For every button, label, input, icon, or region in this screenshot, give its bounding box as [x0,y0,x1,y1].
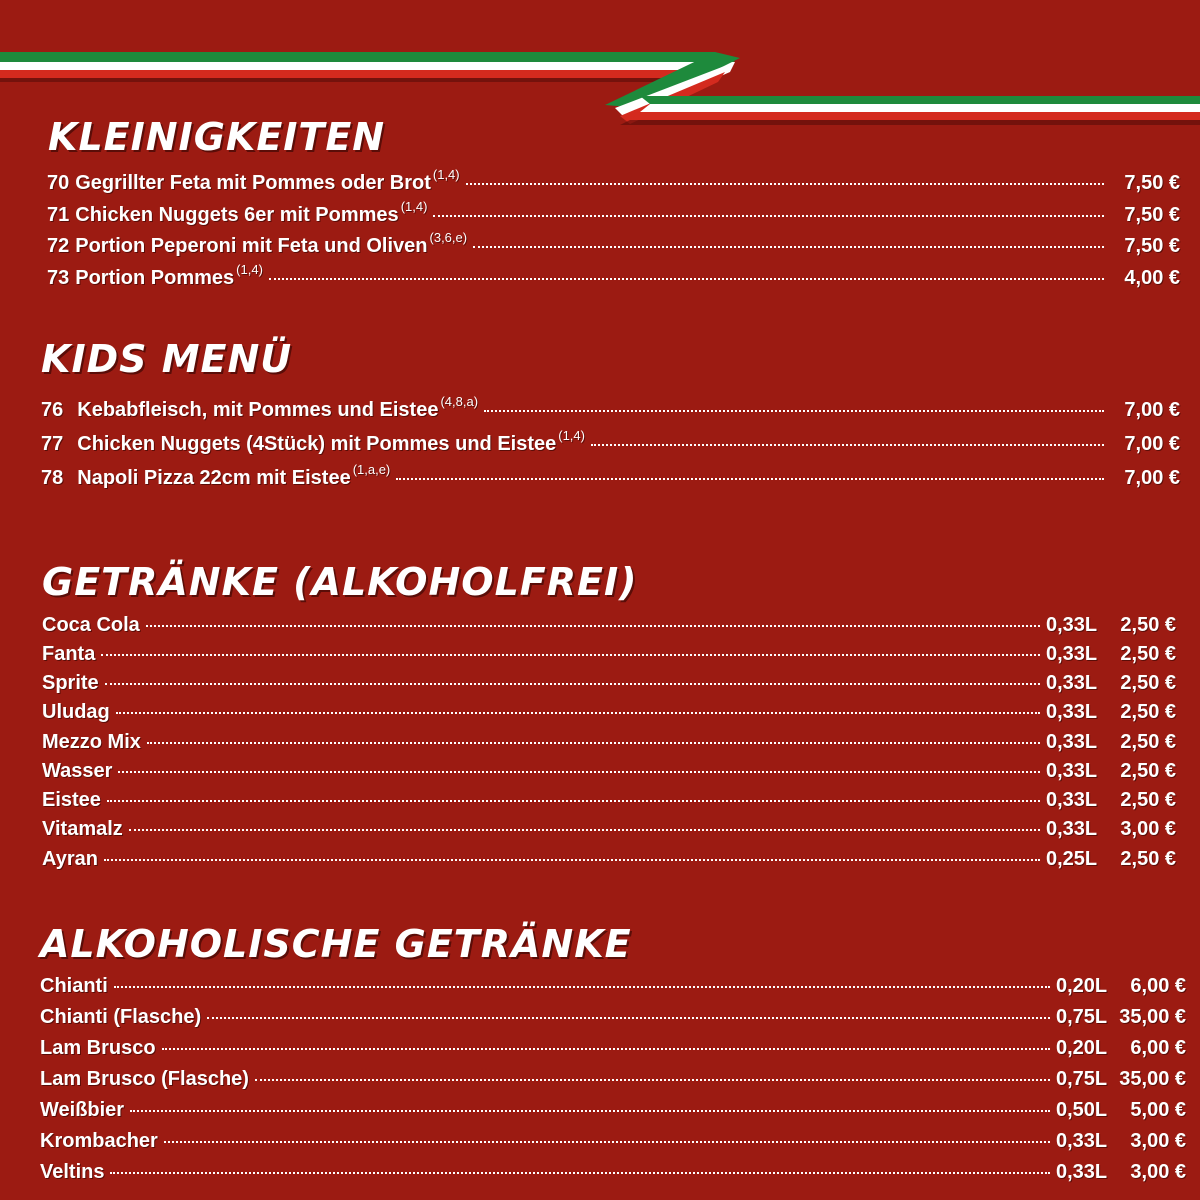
item-price: 4,00 € [1124,267,1180,289]
item-name: Chicken Nuggets (4Stück) mit Pommes und Eistee [77,433,557,455]
item-name: Gegrillter Feta mit Pommes oder Brot [75,172,431,194]
dot-leader [146,625,1040,627]
item-price: 2,50 € [1120,614,1176,636]
item-size: 0,33L [1046,701,1098,723]
item-name: Chianti [40,975,108,997]
item-name: Eistee [42,789,101,811]
menu-item [47,199,1180,227]
section-title-kids-menu: KIDS MENÜ [41,337,293,381]
item-price: 2,50 € [1120,672,1176,694]
item-number: 78 [41,467,64,489]
item-size: 0,75L [1056,1006,1108,1028]
item-price: 2,50 € [1120,701,1176,723]
item-name: Weißbier [40,1099,125,1121]
item-name: Krombacher [40,1130,158,1152]
drink-item [42,614,1176,637]
item-allergens: (1,4) [558,428,585,443]
menu-item [41,428,1180,456]
item-price: 3,00 € [1130,1130,1186,1152]
item-number: 71 [47,204,70,226]
item-price: 2,50 € [1120,643,1176,665]
item-name: Lam Brusco [40,1037,156,1059]
item-name: Vitamalz [42,818,123,840]
drink-item [42,672,1176,695]
item-name: Coca Cola [42,614,140,636]
item-price: 2,50 € [1120,789,1176,811]
item-number: 73 [47,267,70,289]
drink-item [40,1130,1186,1153]
item-size: 0,33L [1046,643,1098,665]
item-price: 7,00 € [1124,399,1180,421]
dot-leader [484,410,1104,412]
item-number: 70 [47,172,70,194]
item-name: Wasser [42,760,113,782]
dot-leader [101,654,1040,656]
drink-item [40,1006,1186,1029]
drink-item [42,760,1176,783]
item-name: Portion Peperoni mit Feta und Oliven [75,235,428,257]
item-allergens: (1,4) [400,199,428,214]
item-size: 0,50L [1056,1099,1108,1121]
drink-item [40,1161,1186,1184]
item-number: 76 [41,399,64,421]
item-price: 7,50 € [1124,235,1180,257]
drink-item [42,848,1176,871]
item-allergens: (4,8,a) [440,394,479,409]
item-price: 7,00 € [1124,433,1180,455]
item-price: 6,00 € [1130,1037,1186,1059]
item-name: Chianti (Flasche) [40,1006,202,1028]
dot-leader [110,1172,1050,1174]
drink-item [40,1068,1186,1091]
menu-item [47,167,1180,195]
drink-item [42,701,1176,724]
section-title-getraenke-alkoholfrei: GETRÄNKE (ALKOHOLFREI) [42,560,638,604]
dot-leader [105,683,1040,685]
item-size: 0,33L [1046,789,1098,811]
dot-leader [269,278,1104,280]
item-name: Ayran [42,848,98,870]
item-price: 35,00 € [1119,1006,1186,1028]
item-number: 72 [47,235,70,257]
dot-leader [147,742,1040,744]
item-price: 2,50 € [1120,731,1176,753]
item-size: 0,33L [1046,614,1098,636]
item-number: 77 [41,433,64,455]
item-price: 5,00 € [1130,1099,1186,1121]
item-name: Chicken Nuggets 6er mit Pommes [75,204,399,226]
item-size: 0,20L [1056,975,1108,997]
item-size: 0,75L [1056,1068,1108,1090]
item-price: 35,00 € [1119,1068,1186,1090]
item-name: Veltins [40,1161,105,1183]
item-name: Napoli Pizza 22cm mit Eistee [77,467,351,489]
item-price: 7,50 € [1124,172,1180,194]
dot-leader [207,1017,1050,1019]
item-name: Fanta [42,643,96,665]
item-allergens: (3,6,e) [429,230,468,245]
dot-leader [104,859,1040,861]
item-price: 2,50 € [1120,760,1176,782]
item-price: 2,50 € [1120,848,1176,870]
item-allergens: (1,4) [236,262,263,277]
item-size: 0,33L [1056,1161,1108,1183]
dot-leader [396,478,1104,480]
dot-leader [129,829,1040,831]
item-size: 0,33L [1046,818,1098,840]
item-name: Sprite [42,672,99,694]
dot-leader [473,246,1104,248]
dot-leader [255,1079,1050,1081]
dot-leader [107,800,1040,802]
drink-item [42,789,1176,812]
menu-item [47,262,1180,290]
section-title-kleinigkeiten: KLEINIGKEITEN [48,115,386,159]
item-name: Mezzo Mix [42,731,141,753]
drink-item [40,1099,1186,1122]
dot-leader [162,1048,1050,1050]
dot-leader [116,712,1040,714]
item-size: 0,33L [1046,731,1098,753]
menu-item [41,462,1180,490]
item-size: 0,33L [1046,760,1098,782]
dot-leader [433,215,1104,217]
item-name: Lam Brusco (Flasche) [40,1068,249,1090]
dot-leader [466,183,1104,185]
dot-leader [591,444,1104,446]
menu-item [41,394,1180,422]
item-name: Kebabfleisch, mit Pommes und Eistee [77,399,439,421]
dot-leader [114,986,1050,988]
item-price: 7,00 € [1124,467,1180,489]
item-name: Portion Pommes [75,267,235,289]
drink-item [42,643,1176,666]
item-size: 0,25L [1046,848,1098,870]
item-price: 3,00 € [1130,1161,1186,1183]
item-size: 0,33L [1056,1130,1108,1152]
item-price: 3,00 € [1120,818,1176,840]
menu-item [47,230,1180,258]
item-price: 6,00 € [1130,975,1186,997]
dot-leader [118,771,1040,773]
drink-item [42,818,1176,841]
item-name: Uludag [42,701,110,723]
drink-item [42,731,1176,754]
dot-leader [164,1141,1050,1143]
drink-item [40,1037,1186,1060]
section-title-alkoholische-getraenke: ALKOHOLISCHE GETRÄNKE [40,922,632,966]
item-price: 7,50 € [1124,204,1180,226]
item-size: 0,20L [1056,1037,1108,1059]
item-size: 0,33L [1046,672,1098,694]
dot-leader [130,1110,1050,1112]
item-allergens: (1,4) [432,167,460,182]
item-allergens: (1,a,e) [352,462,391,477]
drink-item [40,975,1186,998]
